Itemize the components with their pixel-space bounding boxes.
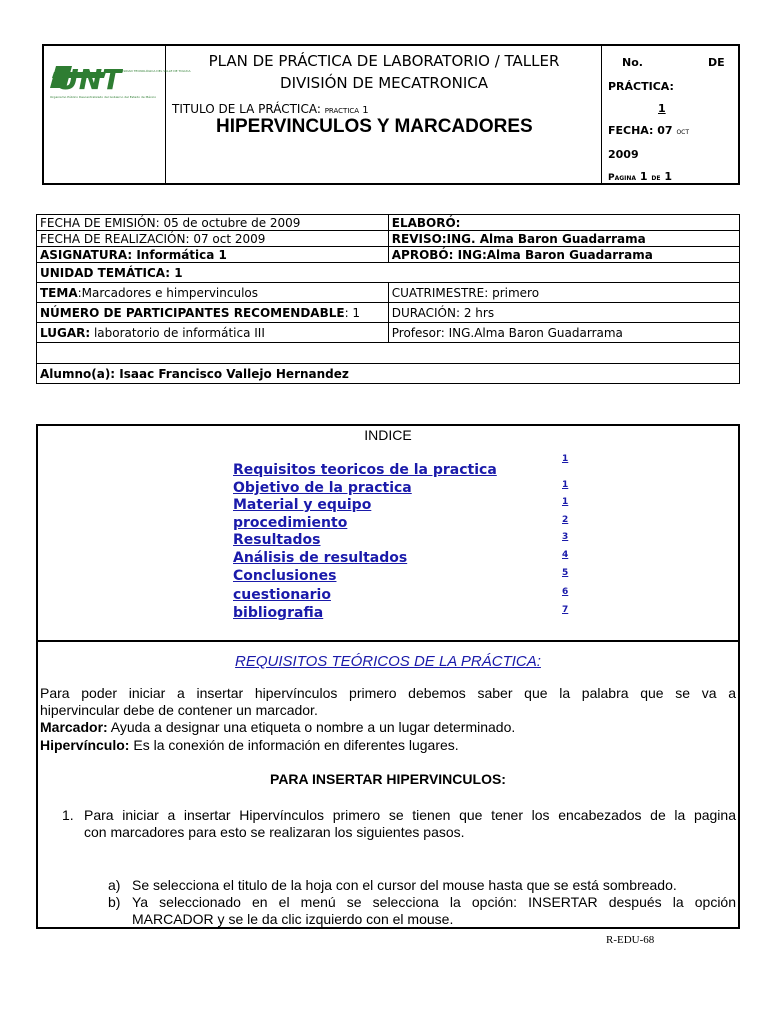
header-title-cell (166, 46, 602, 183)
practice-title-label: TITULO DE LA PRÁCTICA: (172, 102, 321, 116)
pagina-de: de (651, 173, 661, 183)
toc-page-number[interactable]: 6 (562, 587, 569, 597)
asignatura-label: ASIGNATURA: (40, 247, 133, 262)
fecha-year: 2009 (608, 148, 639, 161)
practice-title-small: practica 1 (324, 105, 369, 116)
pagina-total: 1 (664, 170, 672, 183)
hipervinculo-label: Hipervínculo: (40, 737, 130, 753)
fecha-line (608, 124, 689, 137)
toc-link[interactable]: Requisitos teoricos de la practica (233, 462, 497, 478)
step-a-text: Se selecciona el titulo de la hoja con el cursor del mouse hasta que se está sombreado. (132, 877, 677, 893)
duracion-cell: DURACIÓN: 2 hrs (388, 303, 739, 323)
intro-line-2: hipervincular debe de contener un marcador. (40, 702, 318, 718)
logo-letters: UNT (56, 63, 122, 96)
toc-link[interactable]: Resultados (233, 532, 321, 548)
table-row (37, 283, 740, 303)
marcador-definition (40, 719, 736, 736)
pagina-num: 1 (639, 170, 648, 183)
toc-link[interactable]: cuestionario (233, 587, 331, 603)
toc-page-number[interactable]: 1 (562, 480, 569, 490)
alumno-cell: Alumno(a): Isaac Francisco Vallejo Hernandez (37, 364, 740, 384)
division-title: DIVISIÓN DE MECATRONICA (280, 74, 488, 92)
section-divider (38, 640, 738, 642)
elaboro-cell: ELABORÓ: (388, 215, 739, 231)
step-a-label: a) (108, 877, 121, 893)
aprobo-cell: APROBÓ: ING:Alma Baron Guadarrama (388, 247, 739, 263)
logo-cell (44, 46, 191, 183)
practica-number: 1 (658, 102, 666, 115)
table-row (37, 303, 740, 323)
lugar-cell (37, 323, 389, 343)
unidad-value: : 1 (165, 265, 183, 280)
de-label: DE (708, 56, 725, 69)
participantes-value: : 1 (344, 305, 361, 320)
document-header (42, 44, 740, 185)
table-row (37, 263, 740, 283)
toc-page-number[interactable]: 2 (562, 515, 569, 525)
unidad-label: UNIDAD TEMÁTICA (40, 265, 166, 280)
pagina-line (608, 170, 672, 183)
toc-page-number[interactable]: 3 (562, 532, 569, 542)
fecha-label: FECHA: (608, 124, 654, 137)
practica-label: PRÁCTICA: (608, 80, 674, 93)
practice-name: HIPERVINCULOS Y MARCADORES (216, 116, 533, 137)
toc-link[interactable]: Objetivo de la practica (233, 480, 412, 496)
table-row (37, 364, 740, 384)
toc-link[interactable]: Conclusiones (233, 568, 337, 584)
step-b-line-1: Ya seleccionado en el menú se selecciona la opción: INSERTAR después la opción (132, 894, 736, 910)
profesor-cell: Profesor: ING.Alma Baron Guadarrama (388, 323, 739, 343)
step-1-number: 1. (62, 807, 74, 823)
toc-link[interactable]: bibliografia (233, 605, 324, 621)
fecha-realizacion-cell: FECHA DE REALIZACIÓN: 07 oct 2009 (37, 231, 389, 247)
pagina-label: Pagina (608, 173, 637, 183)
table-row (37, 247, 740, 263)
lugar-label: LUGAR: (40, 325, 91, 340)
step-b-label: b) (108, 894, 121, 910)
asignatura-cell (37, 247, 389, 263)
step-b-line-2: MARCADOR y se le da clic izquierdo con el mouse. (132, 911, 454, 927)
fecha-day: 07 (657, 124, 673, 137)
hipervinculo-text: Es la conexión de información en diferentes lugares. (129, 737, 459, 753)
reviso-cell: REVISO:ING. Alma Baron Guadarrama (388, 231, 739, 247)
no-label: No. (622, 56, 643, 69)
content-box (36, 424, 740, 929)
participantes-cell (37, 303, 389, 323)
hipervinculo-definition (40, 737, 736, 754)
table-row (37, 343, 740, 364)
unidad-cell (37, 263, 740, 283)
practice-title-line (172, 102, 369, 116)
table-row (37, 231, 740, 247)
fecha-emision-cell: FECHA DE EMISIÓN: 05 de octubre de 2009 (37, 215, 389, 231)
tema-value: :Marcadores e himpervinculos (77, 285, 259, 300)
section-title[interactable]: REQUISITOS TEÓRICOS DE LA PRÁCTICA: (235, 653, 541, 670)
toc-link[interactable]: Análisis de resultados (233, 550, 408, 566)
university-logo (50, 58, 191, 108)
step-1-line-1: Para iniciar a insertar Hipervínculos primero se tienen que tener los encabezados de la pagina (84, 807, 736, 823)
toc-title: INDICE (364, 427, 412, 443)
plan-title: PLAN DE PRÁCTICA DE LABORATORIO / TALLER (208, 52, 560, 70)
header-info-cell (602, 46, 738, 183)
step-1-line-2: con marcadores para esto se realizaran los siguientes pasos. (84, 824, 465, 840)
logo-caption: Organismo Público Descentralizado del Gobierno del Estado de México (50, 95, 157, 99)
fecha-month: oct (676, 127, 690, 137)
participantes-label: NÚMERO DE PARTICIPANTES RECOMENDABLE (40, 305, 345, 320)
subtitle: PARA INSERTAR HIPERVINCULOS: (270, 771, 506, 787)
toc-link[interactable]: Material y equipo (233, 497, 372, 513)
empty-cell (37, 343, 740, 364)
intro-line-1: Para poder iniciar a insertar hipervínculos primero debemos saber que la palabra que se va a (40, 685, 736, 701)
tema-label: TEMA (40, 285, 78, 300)
tema-cell (37, 283, 389, 303)
toc-link[interactable]: procedimiento (233, 515, 348, 531)
logo-subtitle: UNIVERSIDAD TECNOLÓGICA DEL VALLE DE TOLUCA (112, 69, 191, 73)
toc-page-number[interactable]: 5 (562, 568, 569, 578)
toc-page-number[interactable]: 1 (562, 454, 569, 464)
toc-page-number[interactable]: 1 (562, 497, 569, 507)
table-row (37, 215, 740, 231)
footer-code: R-EDU-68 (606, 934, 655, 946)
marcador-label: Marcador: (40, 719, 108, 735)
toc-page-number[interactable]: 4 (562, 550, 569, 560)
lugar-value: laboratorio de informática III (93, 325, 265, 340)
practice-info-table (36, 214, 740, 384)
table-row (37, 323, 740, 343)
toc-page-number[interactable]: 7 (562, 605, 569, 615)
marcador-text: Ayuda a designar una etiqueta o nombre a un lugar determinado. (107, 719, 516, 735)
cuatrimestre-cell: CUATRIMESTRE: primero (388, 283, 739, 303)
asignatura-value: Informática 1 (136, 247, 227, 262)
